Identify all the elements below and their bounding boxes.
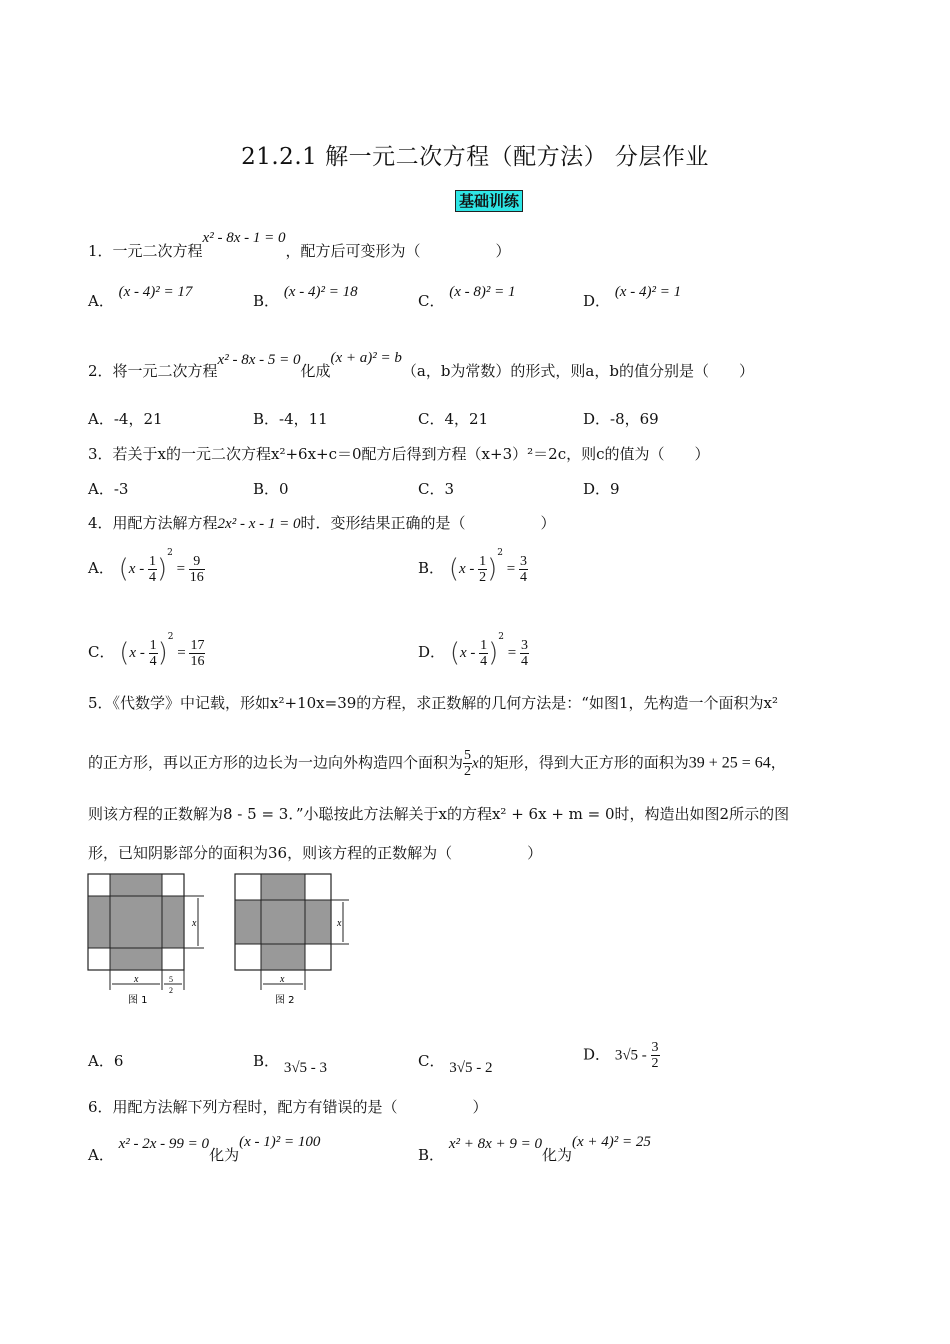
question-1-option-c: C． (x - 8)² = 1 xyxy=(418,284,516,310)
question-5-line-4: 形，已知阴影部分的面积为36，则该方程的正数解为（ ） xyxy=(88,844,543,862)
question-3-option-a: A．-3 xyxy=(88,480,129,498)
question-5-line-2: 的正方形，再以正方形的边长为一边向外构造四个面积为 $\frac{5}{2}$ x的矩形，得到大正方形的面积为39 + 25 = 64， xyxy=(88,748,786,779)
question-5-option-b: B． 3√5 - 3 xyxy=(253,1052,328,1076)
question-2-option-d: D．-8，69 xyxy=(583,410,659,428)
question-1-option-d: D． (x - 4)² = 1 xyxy=(583,284,682,310)
figure-2 xyxy=(233,872,363,1008)
svg-text:2: 2 xyxy=(169,986,173,995)
figure-1-center-square xyxy=(110,896,162,948)
page-title: 21.2.1 解一元二次方程（配方法） 分层作业 xyxy=(241,144,709,170)
svg-text:x: x xyxy=(280,974,285,985)
question-5-option-d: D． 3√5 - $\frac{3}{2}$ xyxy=(583,1040,659,1071)
question-6-stem: 6．用配方法解下列方程时，配方有错误的是（ ） xyxy=(88,1098,488,1116)
question-1-stem: 1．一元二次方程x² - 8x - 1 = 0，配方后可变形为（ ） xyxy=(88,230,511,260)
question-6-option-b: B． x² + 8x + 9 = 0化为(x + 4)² = 25 xyxy=(418,1134,651,1164)
question-4-option-d: D． (x - $\frac{1}{4}$ )$^2$ = $\frac{3}{4}$ xyxy=(418,632,528,669)
question-5-line-1: 5．《代数学》中记载，形如x²+10x=39的方程，求正数解的几何方法是：“如图1，先构造一个面积为x² xyxy=(88,694,778,712)
section-badge: 基础训练 xyxy=(455,190,523,212)
figure-2-center-square xyxy=(261,900,305,944)
svg-text:x: x xyxy=(134,974,139,985)
question-3-stem: 3．若关于x的一元二次方程x²+6x+c＝0配方后得到方程（x+3）²＝2c，则c的值为（ ） xyxy=(88,445,710,463)
figure-2-caption: 图 2 xyxy=(275,995,295,1006)
question-1-option-b: B． (x - 4)² = 18 xyxy=(253,284,358,310)
question-4-option-c: C． (x - $\frac{1}{4}$ )$^2$ = $\frac{17}{16}$ xyxy=(88,632,205,669)
question-3-option-d: D．9 xyxy=(583,480,620,498)
question-4-option-b: B． (x - $\frac{1}{2}$ )$^2$ = $\frac{3}{4}$ xyxy=(418,548,527,585)
question-1-option-a: A． (x - 4)² = 17 xyxy=(88,284,193,310)
question-4-stem: 4．用配方法解方程2x² - x - 1 = 0时．变形结果正确的是（ ） xyxy=(88,514,556,532)
svg-text:x: x xyxy=(337,918,342,929)
question-3-option-c: C．3 xyxy=(418,480,455,498)
svg-text:5: 5 xyxy=(169,975,173,984)
question-2-stem: 2．将一元二次方程x² - 8x - 5 = 0化成(x + a)² = b（a，b为常数）的形式，则a，b的值分别是（ ） xyxy=(88,350,754,380)
question-5-line-3: 则该方程的正数解为8 - 5 = 3．”小聪按此方法解关于x的方程x² + 6x + m = 0时，构造出如图2所示的图 xyxy=(88,805,790,823)
svg-text:x: x xyxy=(192,918,197,929)
question-2-option-b: B．-4，11 xyxy=(253,410,328,428)
question-2-option-a: A．-4，21 xyxy=(88,410,163,428)
question-6-option-a: A． x² - 2x - 99 = 0化为(x - 1)² = 100 xyxy=(88,1134,321,1164)
figure-1-caption: 图 1 xyxy=(128,995,148,1006)
question-3-option-b: B．0 xyxy=(253,480,289,498)
figure-1 xyxy=(86,872,216,1008)
question-2-option-c: C．4，21 xyxy=(418,410,489,428)
question-5-option-c: C． 3√5 - 2 xyxy=(418,1052,493,1076)
question-5-option-a: A．6 xyxy=(88,1052,124,1070)
question-4-option-a: A． (x - $\frac{1}{4}$ )$^2$ = $\frac{9}{16}$ xyxy=(88,548,204,585)
